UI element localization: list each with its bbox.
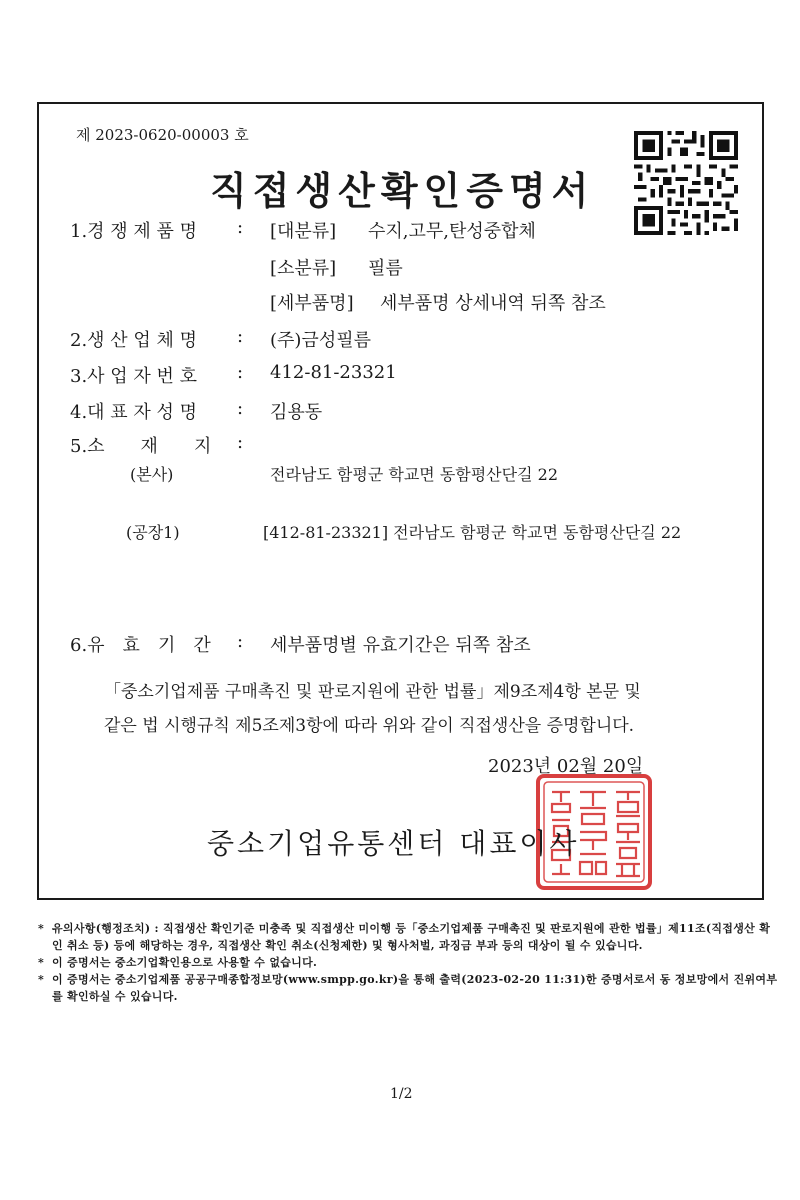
hq-label: (본사) xyxy=(130,465,174,484)
product-minor-tag: [소분류] xyxy=(270,258,337,279)
product-major-value: 수지,고무,탄성중합체 xyxy=(368,221,536,242)
ceo-label: 4.대 표 자 성 명 xyxy=(70,402,198,423)
product-label: 1.경 쟁 제 품 명 xyxy=(70,221,198,242)
page-number: 1/2 xyxy=(390,1086,413,1102)
note-item xyxy=(38,920,778,954)
product-major-tag: [대분류] xyxy=(270,221,337,242)
product-detail-value: 세부품명 상세내역 뒤쪽 참조 xyxy=(380,293,606,314)
hq-address: 전라남도 함평군 학교면 동함평산단길 22 xyxy=(270,465,558,484)
note-item xyxy=(38,971,778,1005)
note-text: 이 증명서는 중소기업확인용으로 사용할 수 없습니다. xyxy=(52,956,318,969)
product-detail-tag: [세부품명] xyxy=(270,293,354,314)
ceo-colon: : xyxy=(237,398,244,419)
note-bullet: * xyxy=(38,973,45,986)
factory-address: [412-81-23321] 전라남도 함평군 학교면 동함평산단길 22 xyxy=(263,523,682,542)
location-label: 5.소 재 지 xyxy=(70,436,212,457)
company-colon: : xyxy=(237,326,244,347)
product-minor-value: 필름 xyxy=(368,258,403,279)
biz-no-value: 412-81-23321 xyxy=(270,362,397,383)
issuer-name: 중소기업유통센터 대표이사 xyxy=(207,827,580,860)
company-value: (주)금성필름 xyxy=(270,330,371,351)
note-item xyxy=(38,954,778,971)
certificate-number: 제 2023-0620-00003 호 xyxy=(76,126,249,144)
statement-line-2: 같은 법 시행규칙 제5조제3항에 따라 위와 같이 직접생산을 증명합니다. xyxy=(104,716,635,736)
statement-line-1: 「중소기업제품 구매촉진 및 판로지원에 관한 법률」제9조제4항 본문 및 xyxy=(104,682,641,702)
qr-code-icon xyxy=(634,131,738,235)
company-label: 2.생 산 업 체 명 xyxy=(70,330,198,351)
validity-label: 6.유 효 기 간 xyxy=(70,635,211,656)
location-colon: : xyxy=(237,432,244,453)
issue-date: 2023년 02월 20일 xyxy=(488,756,644,777)
validity-value: 세부품명별 유효기간은 뒤쪽 참조 xyxy=(270,635,531,656)
note-text: 이 증명서는 중소기업제품 공공구매종합정보망(www.smpp.go.kr)을 통해 출력(2023-02-20 11:31)한 증명서로서 동 정보망에서 진위여부를 확인하실 수 있습니다. xyxy=(52,973,778,1003)
ceo-value: 김용동 xyxy=(270,402,323,423)
notes-section xyxy=(38,920,778,1005)
note-bullet: * xyxy=(38,956,45,969)
note-text: 유의사항(행정조치) : 직접생산 확인기준 미충족 및 직접생산 미이행 등「중소기업제품 구매촉진 및 판로지원에 관한 법률」제11조(직접생산 확인 취소 등) 등에 해당하는 경우, 직접생산 확인 취소(신청제한) 및 형사처벌, 과징금 부과 등의 대상이 될 수 있습니다. xyxy=(52,922,771,952)
biz-no-label: 3.사 업 자 번 호 xyxy=(70,366,198,387)
biz-no-colon: : xyxy=(237,362,244,383)
note-bullet: * xyxy=(38,922,45,935)
page-title: 직접생산확인증명서 xyxy=(210,168,595,213)
product-colon: : xyxy=(237,217,244,238)
validity-colon: : xyxy=(237,631,244,652)
factory-label: (공장1) xyxy=(126,523,180,542)
